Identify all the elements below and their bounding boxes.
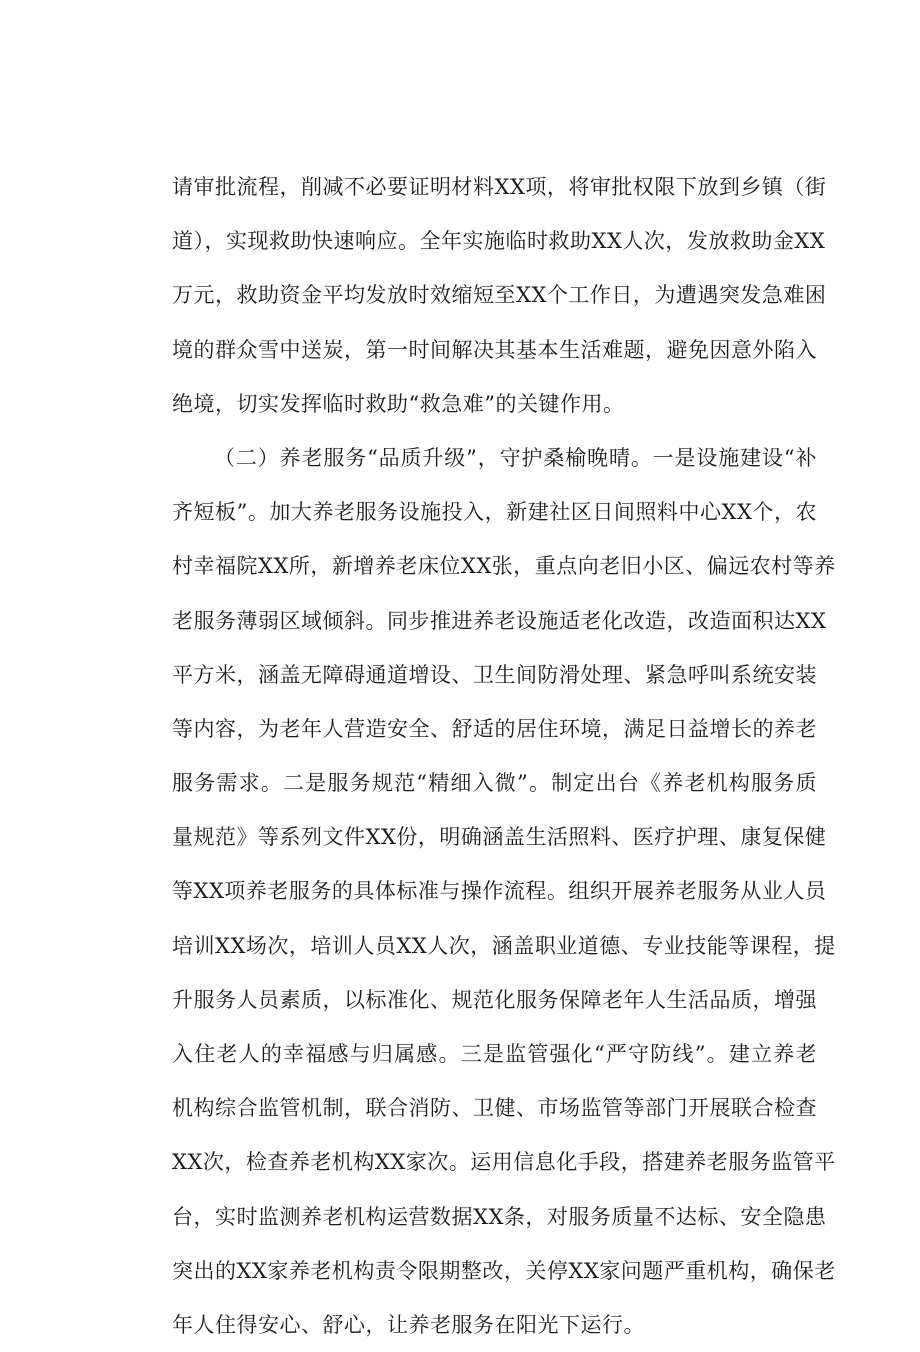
text-line: 培训XX场次，培训人员XX人次，涵盖职业道德、专业技能等课程，提: [172, 933, 836, 958]
text-line: 绝境，切实发挥临时救助“救急难”的关键作用。: [172, 391, 625, 416]
document-body: [172, 160, 836, 1352]
text-line: 请审批流程，削减不必要证明材料XX项，将审批权限下放到乡镇（街: [172, 175, 827, 199]
text-line: 等内容，为老年人营造安全、舒适的居住环境，满足日益增长的养老: [172, 716, 817, 741]
text-line: 老服务薄弱区域倾斜。同步推进养老设施适老化改造，改造面积达XX: [172, 608, 827, 633]
text-line: 齐短板”。加大养老服务设施投入，新建社区日间照料中心XX个，农: [172, 500, 817, 525]
section-heading-line: （二）养老服务“品质升级”，守护桑榆晚晴。一是设施建设“补: [214, 445, 817, 470]
text-line: 平方米，涵盖无障碍通道增设、卫生间防滑处理、紧急呼叫系统安装: [172, 662, 817, 687]
text-line: 突出的XX家养老机构责令限期整改，关停XX家问题严重机构，确保老: [172, 1258, 836, 1283]
text-line: 境的群众雪中送炭，第一时间解决其基本生活难题，避免因意外陷入: [172, 337, 817, 362]
text-line: 台，实时监测养老机构运营数据XX条，对服务质量不达标、安全隐患: [172, 1204, 827, 1229]
text-line: 服务需求。二是服务规范“精细入微”。制定出台《养老机构服务质: [172, 771, 817, 796]
text-line: 升服务人员素质，以标准化、规范化服务保障老年人生活品质，增强: [172, 987, 817, 1012]
text-line: 机构综合监管机制，联合消防、卫健、市场监管等部门开展联合检查: [172, 1096, 817, 1121]
text-line: XX次，检查养老机构XX家次。运用信息化手段，搭建养老服务监管平: [172, 1150, 836, 1175]
text-line: 量规范》等系列文件XX份，明确涵盖生活照料、医疗护理、康复保健: [172, 825, 827, 850]
text-line: 万元，救助资金平均发放时效缩短至XX个工作日，为遭遇突发急难困: [172, 283, 827, 308]
paragraph-continued: [172, 160, 827, 431]
text-line: 年人住得安心、舒心，让养老服务在阳光下运行。: [172, 1312, 645, 1337]
text-line: 村幸福院XX所，新增养老床位XX张，重点向老旧小区、偏远农村等养: [172, 554, 836, 579]
paragraph-elderly-care: [172, 431, 836, 1352]
text-line: 道），实现救助快速响应。全年实施临时救助XX人次，发放救助金XX: [172, 229, 826, 254]
text-line: 入住老人的幸福感与归属感。三是监管强化“严守防线”。建立养老: [172, 1042, 817, 1066]
text-line: 等XX项养老服务的具体标准与操作流程。组织开展养老服务从业人员: [172, 879, 827, 904]
